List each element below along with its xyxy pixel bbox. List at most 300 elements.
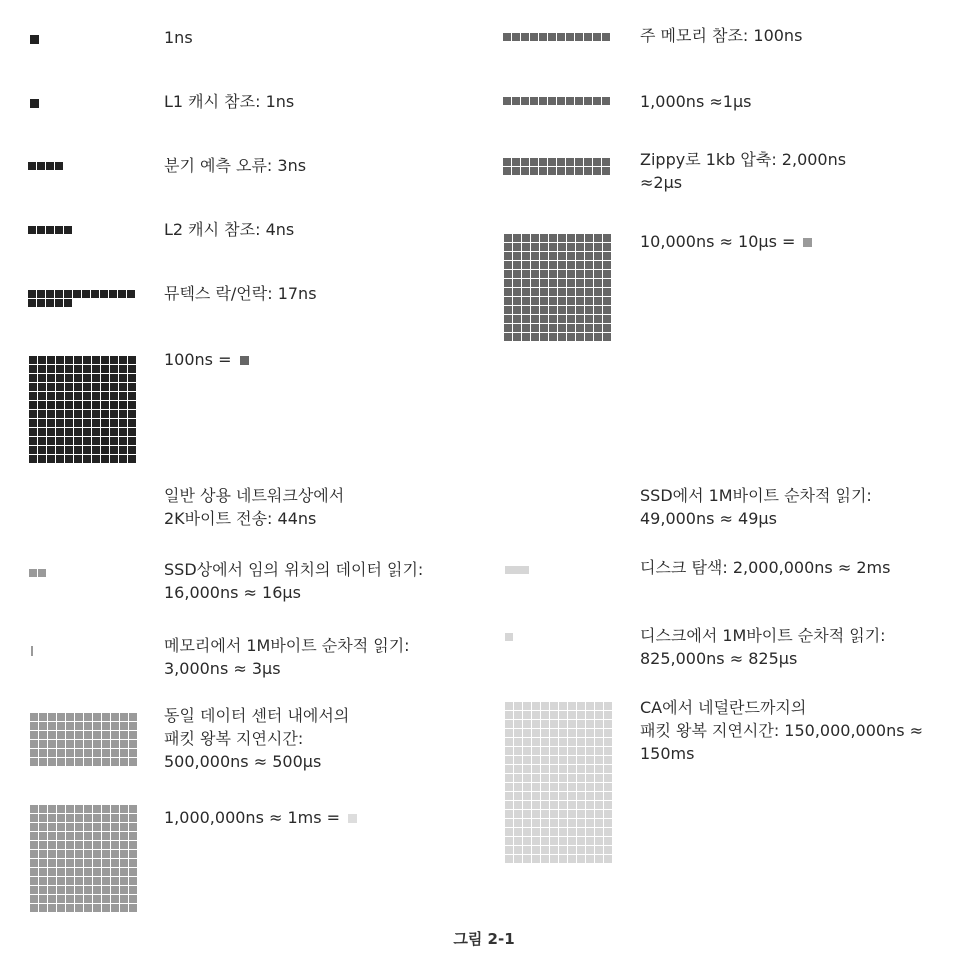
unit-square — [111, 895, 119, 903]
unit-square — [522, 324, 530, 332]
unit-square — [55, 226, 63, 234]
unit-square — [30, 877, 38, 885]
unit-square — [30, 99, 39, 108]
unit-square — [65, 383, 73, 391]
unit-square — [541, 738, 549, 746]
unit-square — [74, 419, 82, 427]
unit-square — [577, 783, 585, 791]
unit-square — [505, 633, 513, 641]
unit-square — [595, 756, 603, 764]
latency-label — [164, 26, 193, 49]
unit-square — [577, 846, 585, 854]
latency-label — [164, 90, 294, 113]
unit-square — [65, 392, 73, 400]
unit-square — [586, 837, 594, 845]
unit-square — [83, 365, 91, 373]
unit-square — [504, 297, 512, 305]
unit-square — [38, 419, 46, 427]
unit-square — [603, 243, 611, 251]
unit-square — [576, 261, 584, 269]
unit-square — [92, 356, 100, 364]
unit-square — [548, 167, 556, 175]
unit-square — [594, 252, 602, 260]
unit-square — [111, 740, 119, 748]
unit-square — [30, 35, 39, 44]
unit-square — [64, 226, 72, 234]
unit-square — [66, 805, 74, 813]
unit-square — [559, 855, 567, 863]
unit-square — [604, 729, 612, 737]
unit-square — [504, 288, 512, 296]
unit-square — [129, 805, 137, 813]
unit-square — [513, 297, 521, 305]
unit-square — [558, 234, 566, 242]
unit-square — [540, 261, 548, 269]
unit-square — [566, 167, 574, 175]
unit-square — [550, 810, 558, 818]
unit-square — [93, 877, 101, 885]
unit-square — [532, 783, 540, 791]
unit-square — [559, 774, 567, 782]
unit-square — [595, 828, 603, 836]
unit-square — [558, 324, 566, 332]
unit-square — [559, 837, 567, 845]
unit-square — [514, 828, 522, 836]
unit-square — [604, 765, 612, 773]
unit-square — [129, 841, 137, 849]
unit-square — [523, 747, 531, 755]
unit-square — [558, 315, 566, 323]
unit-square — [558, 261, 566, 269]
unit-square — [594, 306, 602, 314]
unit-square — [48, 805, 56, 813]
unit-square — [102, 904, 110, 912]
unit-square — [559, 765, 567, 773]
unit-square — [504, 252, 512, 260]
unit-square — [57, 877, 65, 885]
unit-square — [57, 823, 65, 831]
unit-square — [127, 290, 135, 298]
unit-square — [30, 832, 38, 840]
unit-square — [505, 819, 513, 827]
unit-square — [84, 722, 92, 730]
unit-square — [28, 290, 36, 298]
unit-square — [532, 738, 540, 746]
unit-square — [512, 167, 520, 175]
unit-square — [539, 33, 547, 41]
latency-text: L2 캐시 참조: 4ns — [164, 220, 295, 239]
unit-square — [595, 792, 603, 800]
unit-square — [39, 904, 47, 912]
unit-square — [585, 306, 593, 314]
unit-square — [65, 356, 73, 364]
unit-square — [65, 374, 73, 382]
unit-square — [559, 792, 567, 800]
unit-square — [584, 97, 592, 105]
unit-square — [47, 401, 55, 409]
unit-square — [602, 97, 610, 105]
unit-square — [56, 401, 64, 409]
unit-square — [30, 814, 38, 822]
unit-square — [595, 720, 603, 728]
unit-square — [504, 333, 512, 341]
unit-square — [522, 306, 530, 314]
unit-square — [38, 569, 46, 577]
unit-square — [567, 288, 575, 296]
unit-square — [75, 850, 83, 858]
unit-square — [568, 774, 576, 782]
unit-square — [568, 729, 576, 737]
unit-square — [512, 158, 520, 166]
unit-square — [120, 859, 128, 867]
unit-square — [74, 365, 82, 373]
unit-square — [595, 747, 603, 755]
unit-square — [102, 814, 110, 822]
unit-square — [120, 731, 128, 739]
unit-square — [128, 428, 136, 436]
unit-square — [110, 410, 118, 418]
unit-square — [594, 261, 602, 269]
unit-square — [530, 97, 538, 105]
unit-square — [118, 290, 126, 298]
unit-square — [39, 814, 47, 822]
unit-square — [523, 756, 531, 764]
unit-square — [31, 646, 33, 656]
unit-square — [585, 324, 593, 332]
unit-square — [594, 243, 602, 251]
unit-square — [531, 288, 539, 296]
unit-square — [595, 810, 603, 818]
unit-square — [568, 855, 576, 863]
unit-square — [568, 819, 576, 827]
unit-square — [111, 823, 119, 831]
unit-square — [129, 823, 137, 831]
legend-square — [803, 238, 812, 247]
unit-square — [559, 711, 567, 719]
unit-square — [56, 455, 64, 463]
unit-square — [586, 765, 594, 773]
unit-square — [37, 299, 45, 307]
unit-square — [568, 747, 576, 755]
unit-square — [75, 805, 83, 813]
unit-square — [65, 401, 73, 409]
unit-square — [549, 252, 557, 260]
unit-square — [48, 886, 56, 894]
unit-square — [549, 261, 557, 269]
unit-square — [84, 868, 92, 876]
unit-square — [64, 290, 72, 298]
unit-square — [48, 895, 56, 903]
unit-square — [84, 841, 92, 849]
unit-square — [74, 410, 82, 418]
unit-square — [513, 279, 521, 287]
unit-square — [550, 792, 558, 800]
unit-square — [30, 904, 38, 912]
unit-square — [129, 850, 137, 858]
unit-square — [74, 455, 82, 463]
unit-square — [559, 828, 567, 836]
latency-label — [640, 24, 802, 47]
unit-square — [119, 428, 127, 436]
unit-square — [567, 324, 575, 332]
unit-square — [46, 299, 54, 307]
unit-square — [505, 747, 513, 755]
unit-square — [128, 410, 136, 418]
unit-square — [83, 383, 91, 391]
unit-square — [29, 446, 37, 454]
unit-square — [30, 841, 38, 849]
unit-square — [75, 731, 83, 739]
unit-square — [550, 819, 558, 827]
unit-square — [550, 828, 558, 836]
unit-square — [541, 702, 549, 710]
unit-square — [37, 226, 45, 234]
unit-square — [586, 738, 594, 746]
unit-square — [532, 837, 540, 845]
unit-square — [101, 446, 109, 454]
unit-square — [593, 33, 601, 41]
unit-square — [83, 455, 91, 463]
unit-square — [532, 846, 540, 854]
unit-square — [532, 765, 540, 773]
unit-square — [101, 419, 109, 427]
unit-square — [540, 297, 548, 305]
unit-square — [513, 234, 521, 242]
unit-square — [586, 819, 594, 827]
unit-square — [540, 270, 548, 278]
unit-square — [568, 783, 576, 791]
unit-square — [540, 234, 548, 242]
unit-square — [514, 819, 522, 827]
unit-square — [576, 279, 584, 287]
unit-square — [567, 243, 575, 251]
unit-square — [48, 749, 56, 757]
unit-square — [585, 279, 593, 287]
latency-label — [164, 484, 344, 530]
unit-square — [558, 270, 566, 278]
unit-square — [56, 392, 64, 400]
unit-square — [102, 886, 110, 894]
unit-square — [523, 702, 531, 710]
unit-square — [514, 810, 522, 818]
unit-square — [55, 299, 63, 307]
unit-square — [38, 446, 46, 454]
unit-square — [531, 306, 539, 314]
unit-square — [513, 243, 521, 251]
latency-text: 분기 예측 오류: 3ns — [164, 156, 307, 175]
unit-square — [532, 720, 540, 728]
unit-square — [566, 97, 574, 105]
unit-square — [549, 333, 557, 341]
unit-square — [568, 837, 576, 845]
unit-square — [111, 859, 119, 867]
unit-square — [514, 702, 522, 710]
unit-square — [93, 823, 101, 831]
unit-square — [48, 877, 56, 885]
unit-square — [48, 832, 56, 840]
unit-square — [532, 702, 540, 710]
unit-square — [110, 392, 118, 400]
latency-text: 동일 데이터 센터 내에서의 — [164, 706, 350, 725]
latency-text: 1ns — [164, 28, 193, 47]
unit-square — [111, 904, 119, 912]
unit-square — [92, 419, 100, 427]
unit-square — [73, 290, 81, 298]
unit-square — [111, 713, 119, 721]
unit-square — [83, 446, 91, 454]
unit-square — [568, 846, 576, 854]
unit-square — [603, 324, 611, 332]
unit-square — [102, 841, 110, 849]
unit-square — [47, 374, 55, 382]
unit-square — [514, 783, 522, 791]
unit-square — [38, 392, 46, 400]
latency-text: 일반 상용 네트워크상에서 — [164, 486, 345, 505]
unit-square — [521, 33, 529, 41]
unit-square — [84, 713, 92, 721]
unit-square — [48, 841, 56, 849]
unit-square — [65, 365, 73, 373]
unit-square — [57, 731, 65, 739]
unit-square — [92, 410, 100, 418]
unit-square — [603, 261, 611, 269]
unit-square — [47, 419, 55, 427]
latency-label — [164, 558, 423, 604]
latency-text: 1,000ns ≈1µs — [640, 92, 752, 111]
unit-square — [604, 747, 612, 755]
unit-square — [75, 749, 83, 757]
unit-square — [523, 720, 531, 728]
unit-square — [48, 823, 56, 831]
unit-square — [512, 33, 520, 41]
unit-square — [48, 859, 56, 867]
unit-square — [514, 792, 522, 800]
unit-square — [39, 758, 47, 766]
unit-square — [64, 299, 72, 307]
unit-square — [101, 455, 109, 463]
unit-square — [30, 722, 38, 730]
unit-square — [29, 419, 37, 427]
unit-square — [567, 297, 575, 305]
unit-square — [585, 234, 593, 242]
unit-square — [541, 846, 549, 854]
unit-square — [603, 297, 611, 305]
unit-square — [66, 758, 74, 766]
unit-square — [47, 365, 55, 373]
unit-square — [532, 756, 540, 764]
unit-square — [110, 455, 118, 463]
unit-square — [504, 306, 512, 314]
unit-square — [120, 877, 128, 885]
unit-square — [39, 722, 47, 730]
unit-square — [514, 765, 522, 773]
latency-text: 주 메모리 참조: 100ns — [640, 26, 803, 45]
unit-square — [119, 365, 127, 373]
unit-square — [38, 383, 46, 391]
latency-text: 패킷 왕복 지연시간: 150,000,000ns ≈ — [640, 721, 924, 740]
unit-square — [550, 729, 558, 737]
unit-square — [111, 850, 119, 858]
unit-square — [56, 428, 64, 436]
unit-square — [93, 886, 101, 894]
unit-square — [568, 810, 576, 818]
unit-square — [102, 758, 110, 766]
unit-square — [128, 437, 136, 445]
unit-square — [56, 356, 64, 364]
unit-square — [594, 288, 602, 296]
unit-square — [505, 711, 513, 719]
unit-square — [47, 428, 55, 436]
latency-text: 150ms — [640, 744, 695, 763]
unit-square — [110, 401, 118, 409]
unit-square — [514, 711, 522, 719]
unit-square — [39, 859, 47, 867]
latency-text: 49,000ns ≈ 49µs — [640, 509, 777, 528]
unit-square — [120, 758, 128, 766]
unit-square — [129, 758, 137, 766]
unit-square — [84, 877, 92, 885]
unit-square — [577, 819, 585, 827]
unit-square — [505, 846, 513, 854]
unit-square — [48, 758, 56, 766]
unit-square — [29, 401, 37, 409]
unit-square — [30, 740, 38, 748]
unit-square — [119, 374, 127, 382]
unit-square — [65, 428, 73, 436]
unit-square — [541, 837, 549, 845]
unit-square — [593, 167, 601, 175]
unit-square — [57, 850, 65, 858]
unit-square — [514, 855, 522, 863]
unit-square — [557, 33, 565, 41]
unit-square — [604, 702, 612, 710]
unit-square — [47, 446, 55, 454]
latency-text: 패킷 왕복 지연시간: — [164, 729, 304, 748]
unit-square — [102, 731, 110, 739]
unit-square — [540, 315, 548, 323]
unit-square — [532, 810, 540, 818]
unit-square — [66, 877, 74, 885]
unit-square — [558, 297, 566, 305]
unit-square — [521, 97, 529, 105]
unit-square — [586, 711, 594, 719]
unit-square — [101, 365, 109, 373]
unit-square — [586, 702, 594, 710]
unit-square — [595, 855, 603, 863]
unit-square — [595, 837, 603, 845]
unit-square — [84, 850, 92, 858]
unit-square — [129, 868, 137, 876]
unit-square — [505, 774, 513, 782]
unit-square — [101, 401, 109, 409]
unit-square — [540, 279, 548, 287]
unit-square — [577, 765, 585, 773]
unit-square — [110, 374, 118, 382]
unit-square — [93, 850, 101, 858]
unit-square — [585, 252, 593, 260]
unit-square — [513, 252, 521, 260]
unit-square — [120, 722, 128, 730]
unit-square — [594, 234, 602, 242]
latency-label — [164, 704, 349, 773]
unit-square — [594, 333, 602, 341]
unit-square — [540, 306, 548, 314]
unit-square — [39, 868, 47, 876]
unit-square — [504, 279, 512, 287]
unit-square — [577, 729, 585, 737]
unit-square — [505, 810, 513, 818]
unit-square — [586, 828, 594, 836]
